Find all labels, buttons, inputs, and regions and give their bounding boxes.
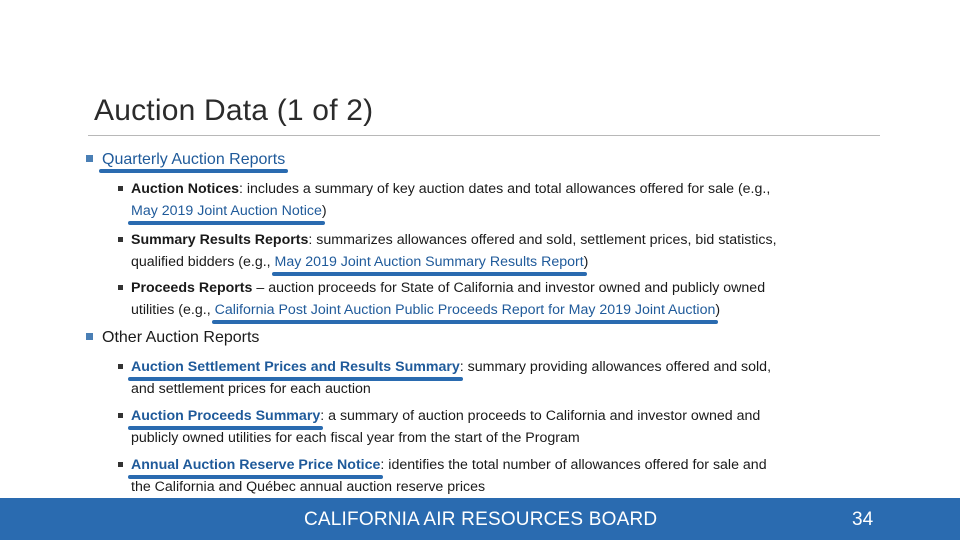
footer-org-name: CALIFORNIA AIR RESOURCES BOARD — [304, 509, 658, 530]
bullet-square-icon — [118, 364, 123, 369]
link-settlement-prices[interactable]: Auction Settlement Prices and Results Summary — [131, 356, 460, 378]
title-divider — [88, 135, 880, 136]
bullet-square-icon — [118, 462, 123, 467]
slide-title: Auction Data (1 of 2) — [94, 94, 374, 127]
list-item-settlement-prices — [118, 356, 878, 400]
link-reserve-price[interactable]: Annual Auction Reserve Price Notice — [131, 454, 380, 476]
link-may-2019-notice[interactable]: May 2019 Joint Auction Notice — [131, 200, 322, 222]
item-text: : includes a summary of key auction dates and total allowances offered for sale (e.g., — [239, 181, 771, 197]
bullet-square-icon — [118, 186, 123, 191]
section-heading-other: Other Auction Reports — [102, 329, 260, 346]
list-item-auction-notices — [118, 178, 878, 222]
item-lead: Auction Notices — [131, 181, 239, 197]
item-text: publicly owned utilities for each fiscal year from the start of the Program — [131, 430, 580, 446]
item-text: : summary providing allowances offered and sold, — [459, 359, 772, 375]
bullet-square-icon — [118, 285, 123, 290]
item-text: : a summary of auction proceeds to California and investor owned and — [320, 408, 761, 424]
footer-bar — [0, 498, 960, 540]
item-text: the California and Québec annual auction reserve prices — [131, 479, 486, 495]
page-number: 34 — [852, 509, 874, 530]
item-text: qualified bidders (e.g., — [131, 254, 275, 270]
bullet-square-icon — [86, 333, 93, 340]
list-item-summary-results — [118, 229, 878, 273]
section-heading-quarterly[interactable]: Quarterly Auction Reports — [102, 151, 286, 168]
item-text-end: ) — [321, 203, 327, 219]
item-lead: Summary Results Reports — [131, 232, 309, 248]
item-text: – auction proceeds for State of California and investor owned and publicly owned — [252, 280, 766, 296]
item-text-end: ) — [583, 254, 589, 270]
link-may-2019-summary[interactable]: May 2019 Joint Auction Summary Results Report — [275, 251, 584, 273]
list-item-proceeds-summary — [118, 405, 878, 449]
item-text-end: ) — [715, 302, 721, 318]
item-lead: Proceeds Reports — [131, 280, 253, 296]
item-text: utilities (e.g., — [131, 302, 215, 318]
bullet-square-icon — [86, 155, 93, 162]
bullet-square-icon — [118, 413, 123, 418]
section-other — [86, 328, 259, 348]
bullet-square-icon — [118, 237, 123, 242]
link-proceeds-summary[interactable]: Auction Proceeds Summary — [131, 405, 320, 427]
section-quarterly — [86, 150, 285, 170]
list-item-proceeds-reports — [118, 277, 878, 321]
item-text: : summarizes allowances offered and sold, settlement prices, bid statistics, — [308, 232, 777, 248]
item-text: and settlement prices for each auction — [131, 381, 371, 397]
list-item-reserve-price — [118, 454, 878, 498]
link-proceeds-report[interactable]: California Post Joint Auction Public Proceeds Report for May 2019 Joint Auction — [215, 299, 716, 321]
item-text: : identifies the total number of allowances offered for sale and — [380, 457, 767, 473]
